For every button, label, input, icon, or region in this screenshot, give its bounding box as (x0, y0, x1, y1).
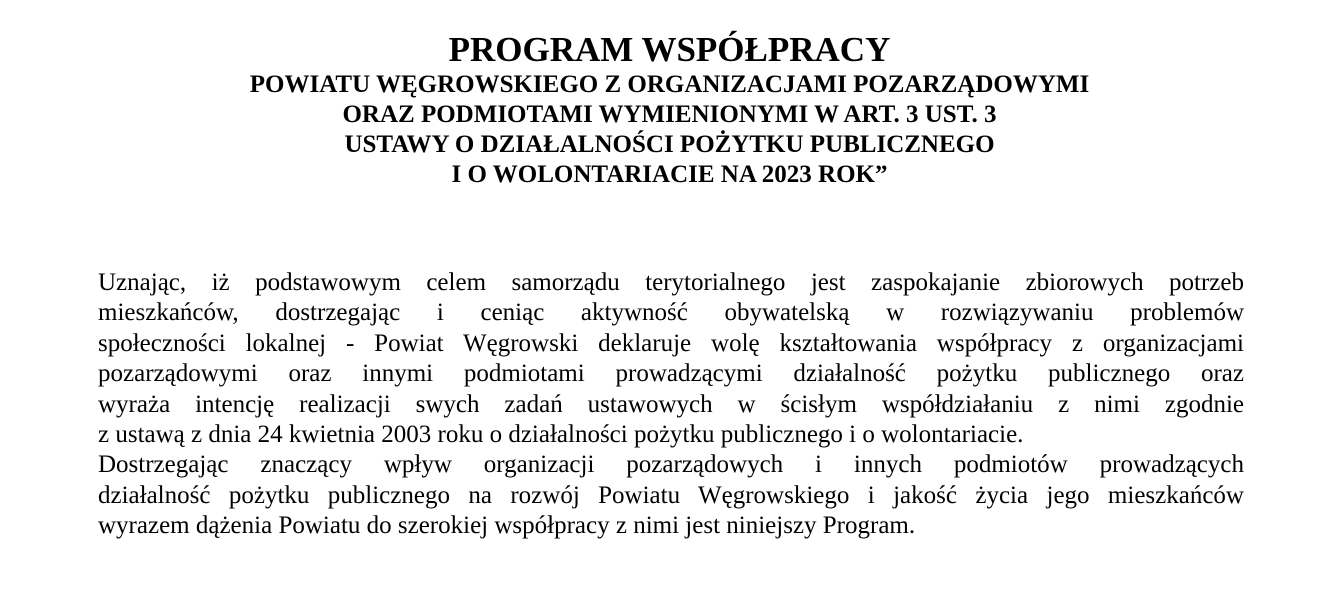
paragraph-line: mieszkańców, dostrzegając i ceniąc aktywność obywatelską w rozwiązywaniu problemów (98, 299, 1244, 327)
paragraph-line: z ustawą z dnia 24 kwietnia 2003 roku o działalności pożytku publicznego i o wolontariacie. (98, 421, 1024, 449)
paragraph-line: wyrazem dążenia Powiatu do szerokiej współpracy z nimi jest niniejszy Program. (98, 512, 916, 540)
paragraph-line: społeczności lokalnej - Powiat Węgrowski deklaruje wolę kształtowania współpracy z organizacjami (98, 329, 1244, 357)
subtitle-line: USTAWY O DZIAŁALNOŚCI POŻYTKU PUBLICZNEGO (344, 131, 995, 158)
paragraph-2 (98, 450, 1244, 541)
subtitle-line: POWIATU WĘGROWSKIEGO Z ORGANIZACJAMI POZARZĄDOWYMI (249, 71, 1090, 98)
paragraph-line: Uznając, iż podstawowym celem samorządu terytorialnego jest zaspokajanie zbiorowych potrzeb (98, 269, 1244, 296)
document-title: PROGRAM WSPÓŁPRACY (448, 30, 891, 69)
paragraph-line: wyraża intencję realizacji swych zadań ustawowych w ścisłym współdziałaniu z nimi zgodnie (98, 390, 1244, 418)
paragraph-line: Dostrzegając znaczący wpływ organizacji pozarządowych i innych podmiotów prowadzących (98, 451, 1244, 479)
title-block (0, 30, 1319, 190)
subtitle-line: I O WOLONTARIACIE NA 2023 ROK” (451, 161, 888, 188)
subtitle-line: ORAZ PODMIOTAMI WYMIENIONYMI W ART. 3 UST. 3 (342, 101, 997, 128)
paragraph-1 (98, 268, 1244, 450)
paragraph-line: działalność pożytku publicznego na rozwój Powiatu Węgrowskiego i jakość życia jego mieszkańców (98, 481, 1244, 509)
body-text (98, 268, 1244, 542)
paragraph-line: pozarządowymi oraz innymi podmiotami prowadzącymi działalność pożytku publicznego oraz (98, 360, 1244, 388)
